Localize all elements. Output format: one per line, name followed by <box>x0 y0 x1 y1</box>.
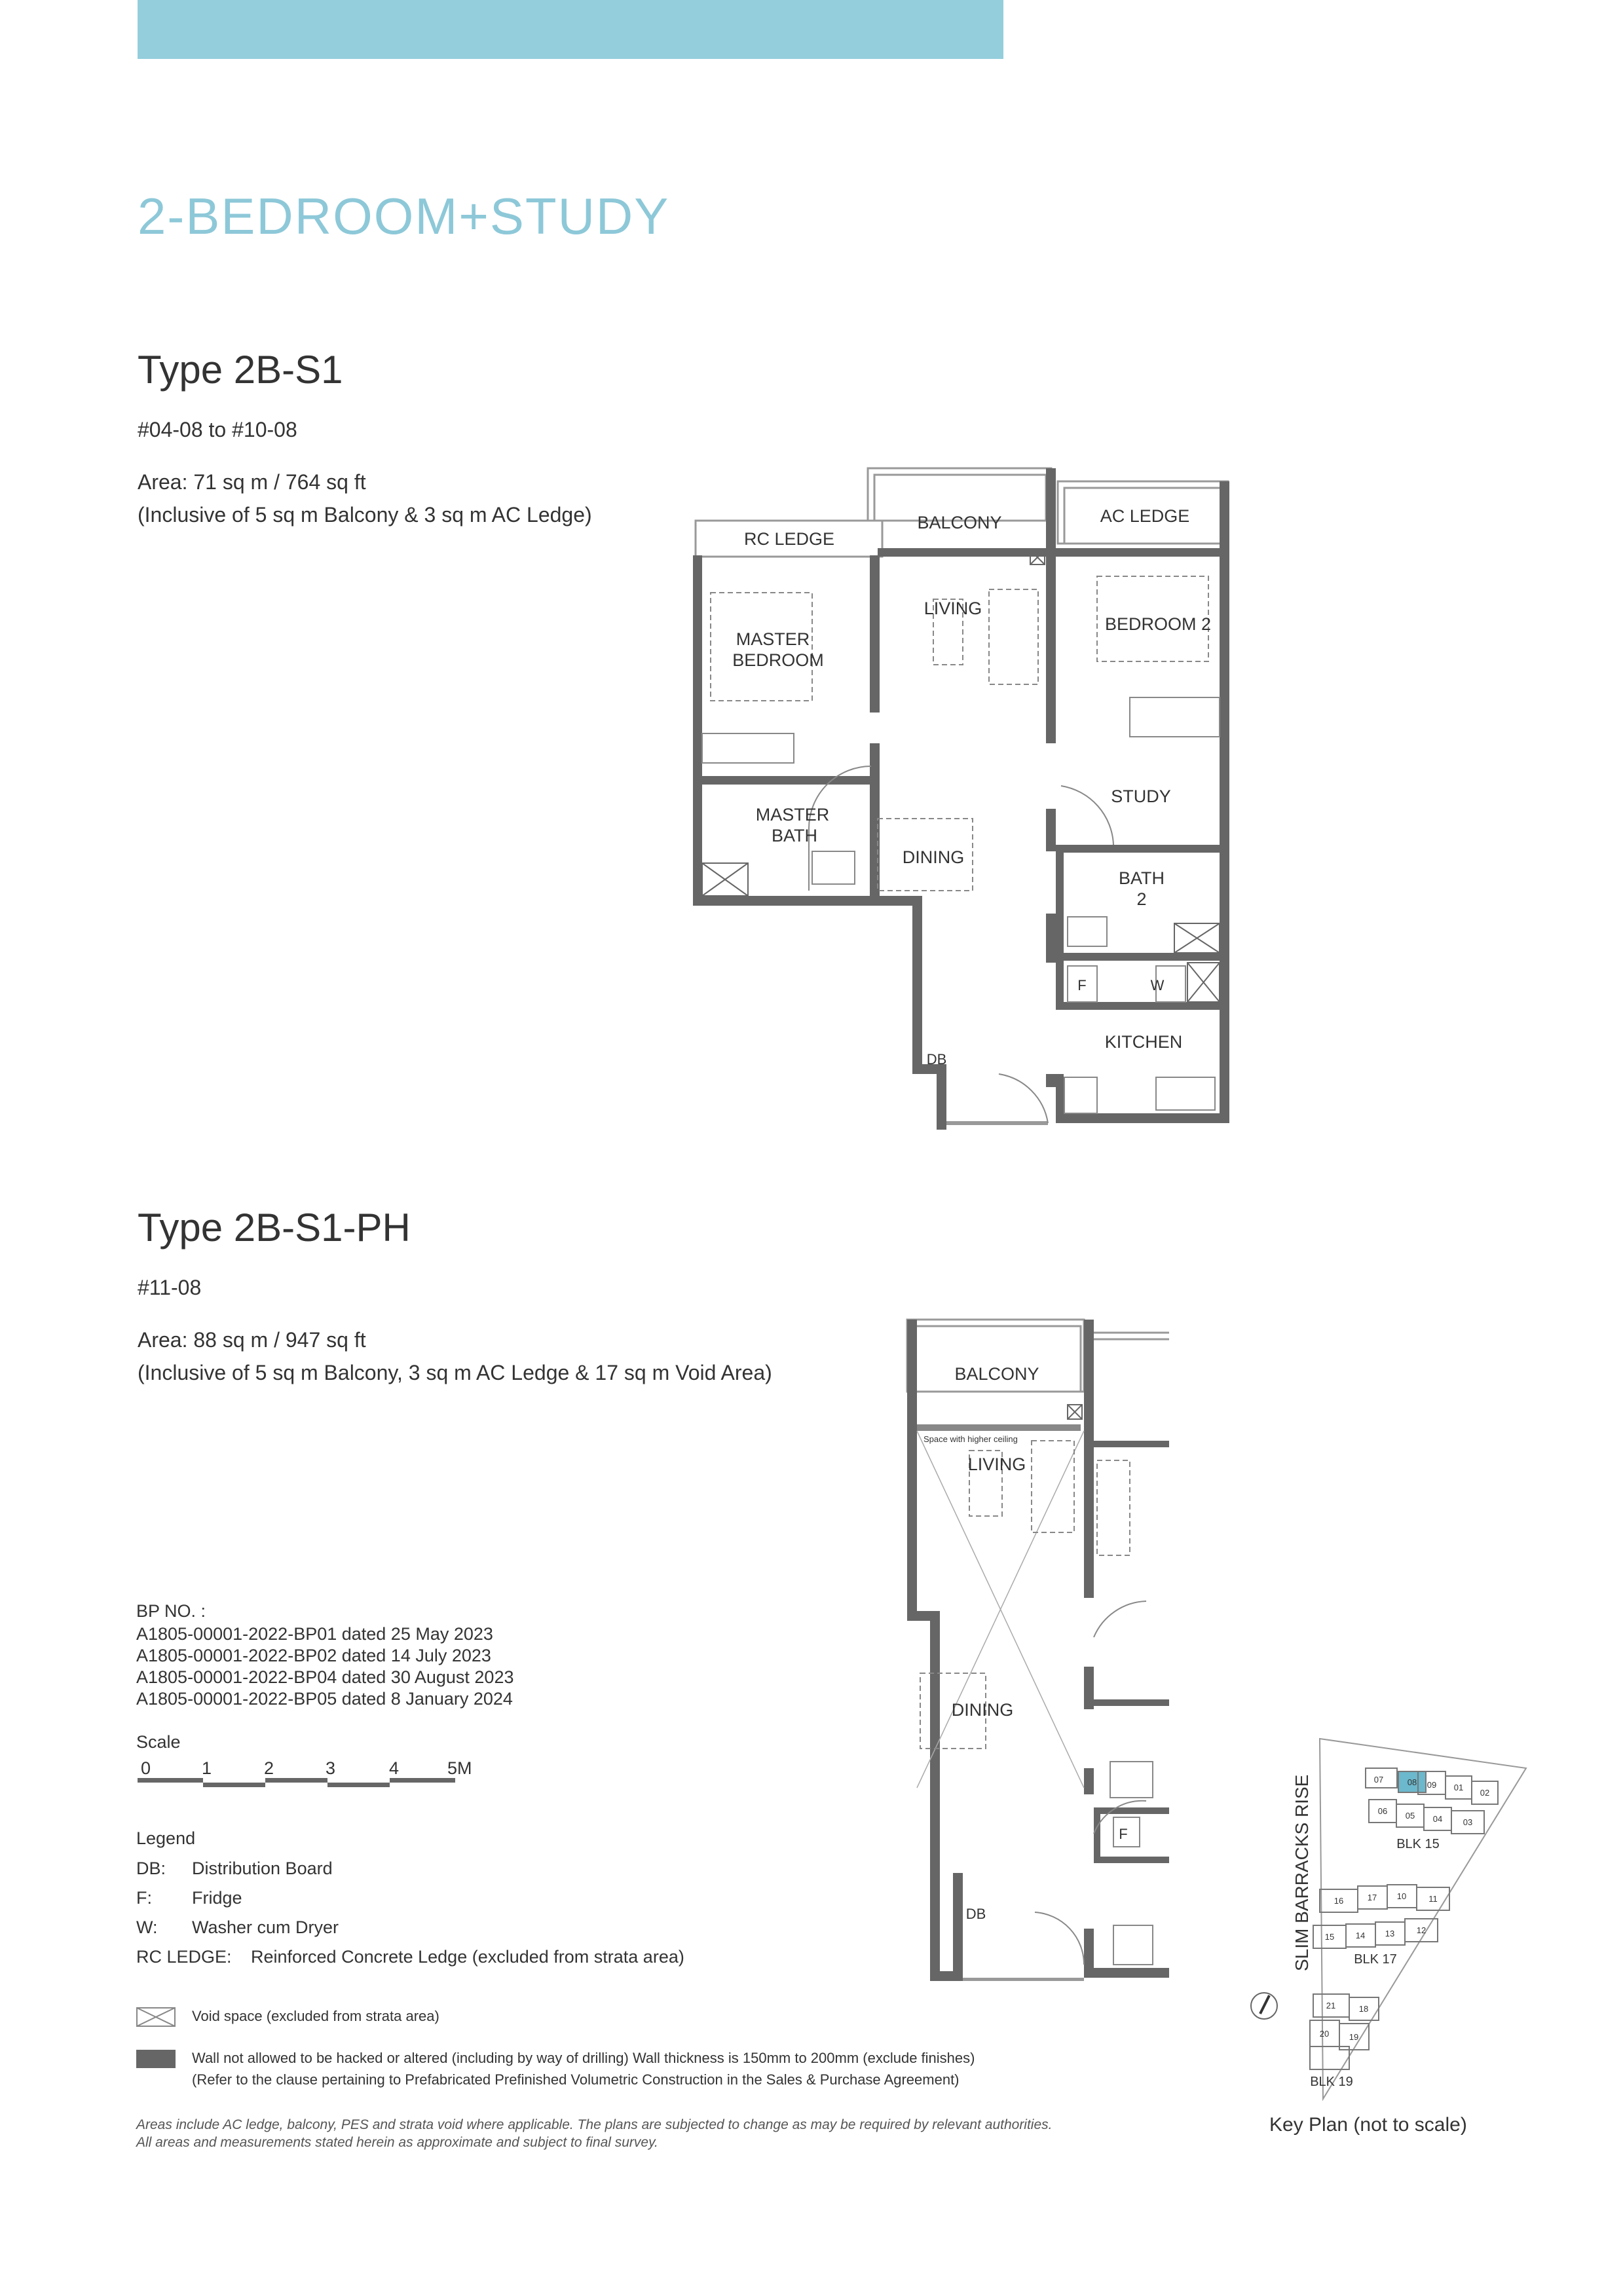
keyplan-unit: 15 <box>1324 1932 1335 1942</box>
keyplan-road-label: SLIM BARRACKS RISE <box>1292 1774 1312 1971</box>
plan1-inclusive: (Inclusive of 5 sq m Balcony & 3 sq m AC Ledge) <box>138 503 592 527</box>
wall-swatch-icon <box>136 2050 176 2068</box>
bp-heading: BP NO. : <box>136 1601 206 1621</box>
plan2-area: Area: 88 sq m / 947 sq ft <box>138 1328 366 1352</box>
plan2-dining-label: DINING <box>951 1700 1014 1720</box>
plan1-master-bath-label-2: BATH <box>771 826 818 845</box>
scale-tick: 1 <box>202 1758 212 1778</box>
scale-tick: 4 <box>389 1758 400 1778</box>
legend-key: W: <box>136 1917 158 1937</box>
keyplan-unit: 04 <box>1432 1814 1443 1824</box>
plan1-washer-label: W <box>1150 977 1165 993</box>
plan1-balcony-label: BALCONY <box>917 513 1002 532</box>
plan1-db-label: DB <box>926 1051 947 1067</box>
keyplan-unit: 03 <box>1463 1817 1473 1827</box>
legend-wall-text-2: (Refer to the clause pertaining to Prefabricated Prefinished Volumetric Construction in the Sales & Purchase Agreement) <box>192 2071 960 2088</box>
bp-line: A1805-00001-2022-BP05 dated 8 January 2024 <box>136 1689 513 1709</box>
keyplan-unit: 18 <box>1358 2004 1369 2014</box>
legend-key: DB: <box>136 1859 166 1878</box>
keyplan-unit: 02 <box>1480 1788 1490 1798</box>
plan1-master-bath-label-1: MASTER <box>755 805 830 824</box>
bp-line: A1805-00001-2022-BP04 dated 30 August 2023 <box>136 1667 514 1687</box>
plan1-kitchen-label: KITCHEN <box>1104 1032 1183 1052</box>
keyplan-unit: 12 <box>1416 1925 1427 1935</box>
plan2-living-label: LIVING <box>967 1454 1026 1474</box>
plan1-fridge-label: F <box>1077 977 1087 993</box>
plan1-bath2-label-2: 2 <box>1136 889 1147 909</box>
plan2-units: #11-08 <box>138 1276 202 1299</box>
legend-value: Reinforced Concrete Ledge (excluded from strata area) <box>251 1947 684 1967</box>
keyplan-unit: 17 <box>1367 1893 1377 1902</box>
keyplan-unit: 11 <box>1428 1894 1438 1904</box>
keyplan-unit: 05 <box>1405 1811 1415 1821</box>
plan1-units: #04-08 to #10-08 <box>138 418 297 441</box>
plan1-rc-ledge-label: RC LEDGE <box>743 529 835 549</box>
plan1-dining-label: DINING <box>902 847 965 867</box>
footnote-line-1: Areas include AC ledge, balcony, PES and strata void where applicable. The plans are subjected to change as may be required by relevant authorities. <box>136 2117 1053 2132</box>
keyplan-blk15: BLK 15 <box>1396 1837 1440 1851</box>
plan2-inclusive: (Inclusive of 5 sq m Balcony, 3 sq m AC Ledge & 17 sq m Void Area) <box>138 1361 772 1384</box>
legend-value: Washer cum Dryer <box>192 1917 339 1937</box>
keyplan-unit: 16 <box>1334 1896 1344 1906</box>
plan1-area: Area: 71 sq m / 764 sq ft <box>138 470 366 494</box>
plan1-bedroom2-label: BEDROOM 2 <box>1104 614 1212 634</box>
scale-bar <box>138 1775 478 1791</box>
plan1-bath2-label-1: BATH <box>1118 868 1165 888</box>
plan2-type-title: Type 2B-S1-PH <box>138 1206 411 1250</box>
legend-value: Fridge <box>192 1888 242 1908</box>
legend-wall-text-1: Wall not allowed to be hacked or altered (including by way of drilling) Wall thickness is 150mm to 200mm (exclude finishes) <box>192 2050 975 2066</box>
legend-key: RC LEDGE: <box>136 1947 232 1967</box>
keyplan-blk19: BLK 19 <box>1310 2075 1353 2089</box>
keyplan-unit: 01 <box>1453 1783 1464 1792</box>
keyplan-unit: 19 <box>1349 2032 1359 2042</box>
plan2-fridge-label: F <box>1119 1826 1128 1842</box>
keyplan-unit: 08 <box>1407 1777 1417 1787</box>
keyplan-unit: 06 <box>1377 1806 1388 1816</box>
legend-void-text: Void space (excluded from strata area) <box>192 2008 439 2024</box>
plan1-master-bedroom-label-2: BEDROOM <box>732 650 824 670</box>
bp-line: A1805-00001-2022-BP01 dated 25 May 2023 <box>136 1624 493 1644</box>
scale-tick: 5M <box>447 1758 472 1778</box>
floor-plan-2b-s1 <box>681 458 1244 1139</box>
legend-key: F: <box>136 1888 152 1908</box>
plan1-ac-ledge-label: AC LEDGE <box>1100 506 1190 526</box>
plan2-balcony-label: BALCONY <box>954 1364 1039 1384</box>
scale-tick: 0 <box>141 1758 151 1778</box>
keyplan-unit: 13 <box>1385 1929 1395 1938</box>
legend-heading: Legend <box>136 1828 196 1848</box>
keyplan-unit: 21 <box>1326 2001 1336 2010</box>
keyplan-caption: Key Plan (not to scale) <box>1269 2114 1467 2136</box>
plan1-living-label: LIVING <box>923 599 982 618</box>
plan2-higher-ceiling-label: Space with higher ceiling <box>923 1434 1018 1444</box>
floor-plan-2b-s1-ph <box>851 1310 1179 1991</box>
plan1-type-title: Type 2B-S1 <box>138 348 343 392</box>
scale-tick: 3 <box>326 1758 336 1778</box>
key-plan <box>1244 1729 1546 2109</box>
section-title: 2-BEDROOM+STUDY <box>138 187 670 245</box>
keyplan-unit: 07 <box>1373 1775 1384 1785</box>
keyplan-unit: 20 <box>1319 2029 1330 2039</box>
keyplan-blk17: BLK 17 <box>1354 1952 1397 1967</box>
plan1-study-label: STUDY <box>1111 787 1171 806</box>
scale-label: Scale <box>136 1732 181 1752</box>
plan2-db-label: DB <box>965 1906 986 1922</box>
keyplan-unit: 14 <box>1355 1931 1366 1940</box>
header-band <box>138 0 1003 59</box>
plan1-master-bedroom-label-1: MASTER <box>736 629 810 649</box>
north-arrow-icon <box>1251 1993 1277 2019</box>
scale-tick: 2 <box>264 1758 274 1778</box>
void-swatch-icon <box>136 2007 176 2027</box>
legend-value: Distribution Board <box>192 1859 333 1878</box>
keyplan-unit: 09 <box>1427 1780 1437 1790</box>
keyplan-unit: 10 <box>1396 1891 1407 1901</box>
footnote-line-2: All areas and measurements stated herein as approximate and subject to final survey. <box>136 2135 658 2150</box>
bp-line: A1805-00001-2022-BP02 dated 14 July 2023 <box>136 1646 491 1665</box>
